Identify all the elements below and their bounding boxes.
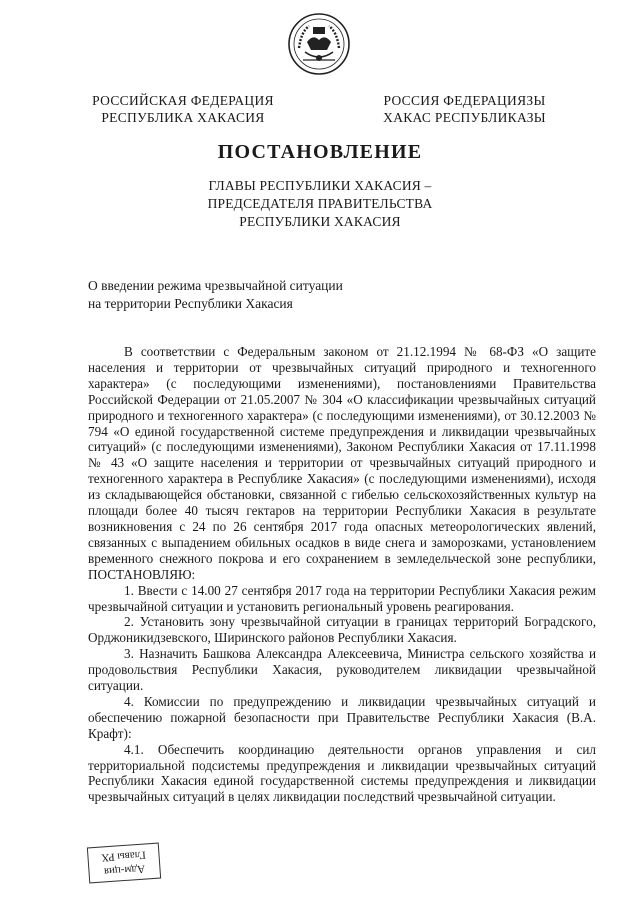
issuer-block [0,177,640,231]
header-khakas [372,92,557,126]
header-left-line-2: РЕСПУБЛИКА ХАКАСИЯ [101,110,265,125]
document-body [88,344,596,805]
paragraph-item-1: 1. Ввести с 14.00 27 сентября 2017 года на территории Республики Хакасия режим чрезвычайной ситуации и установить региональный уровень реагирования. [88,582,596,614]
document-type-title: ПОСТАНОВЛЕНИЕ [217,141,423,163]
header-left-line-1: РОССИЙСКАЯ ФЕДЕРАЦИЯ [92,93,274,108]
coat-of-arms-emblem [287,12,351,76]
paragraph-item-4-1: 4.1. Обеспечить координацию деятельности органов управления и сил территориальной подсистемы предупреждения и ликвидации чрезвычайных ситуаций Республики Хакасия единой государственной системы предупреждения и ликвидации чрезвычайных ситуаций в целях ликвидации последствий чрезвычайной ситуации. [88,741,596,805]
document-subject [88,277,343,313]
header-russian [88,92,278,126]
issuer-line-2: ПРЕДСЕДАТЕЛЯ ПРАВИТЕЛЬСТВА [207,196,433,211]
stamp-line-1: Адм-ция [103,862,146,878]
paragraph-item-2: 2. Установить зону чрезвычайной ситуации в границах территорий Боградского, Орджоникидзевского, Ширинского районов Республики Хакасия. [88,614,596,646]
paragraph-item-3: 3. Назначить Башкова Александра Алексеевича, Министра сельского хозяйства и продовольствия Республики Хакасия, руководителем ликвидации чрезвычайной ситуации. [88,646,596,694]
paragraph-item-4: 4. Комиссии по предупреждению и ликвидации чрезвычайных ситуаций и обеспечению пожарной безопасности при Правительстве Республики Хакасия (В.А. Крафт): [88,693,596,741]
header-right-line-1: РОССИЯ ФЕДЕРАЦИЯЗЫ [383,93,546,108]
registry-stamp [87,843,161,884]
paragraph-preamble: В соответствии с Федеральным законом от 21.12.1994 № 68-ФЗ «О защите населения и территории от чрезвычайных ситуаций природного и техногенного характера» (с последующими изменениями), постановлениями Правительства Российской Федерации от 21.05.2007 № 304 «О классификации чрезвычайных ситуаций природного и техногенного характера» (с последующими изменениями), от 30.12.2003 № 794 «О единой государственной системе предупреждения и ликвидации чрезвычайных ситуаций» (с последующими изменениями), Законом Республики Хакасия от 17.11.1998 № 43 «О защите населения и территории от чрезвычайных ситуаций природного и техногенного характера в Республике Хакасия» (с последующими изменениями), исходя из складывающейся обстановки, связанной с гибелью сельскохозяйственных культур на площади более 40 тысяч гектаров на территории Республики Хакасия в результате возникновения с 24 по 26 сентября 2017 года опасных метеорологических явлений, связанных с выпадением обильных осадков в виде снега и заморозками, установлением временного снежного покрова и его сохранением в земледельческой зоне республики, ПОСТАНОВЛЯЮ: [88,344,596,582]
issuer-line-1: ГЛАВЫ РЕСПУБЛИКИ ХАКАСИЯ – [208,178,432,193]
header-right-line-2: ХАКАС РЕСПУБЛИКАЗЫ [383,110,546,125]
subject-line-1: О введении режима чрезвычайной ситуации [88,278,343,293]
stamp-line-2: Главы РХ [100,848,147,864]
issuer-line-3: РЕСПУБЛИКИ ХАКАСИЯ [239,214,401,229]
subject-line-2: на территории Республики Хакасия [88,296,293,311]
